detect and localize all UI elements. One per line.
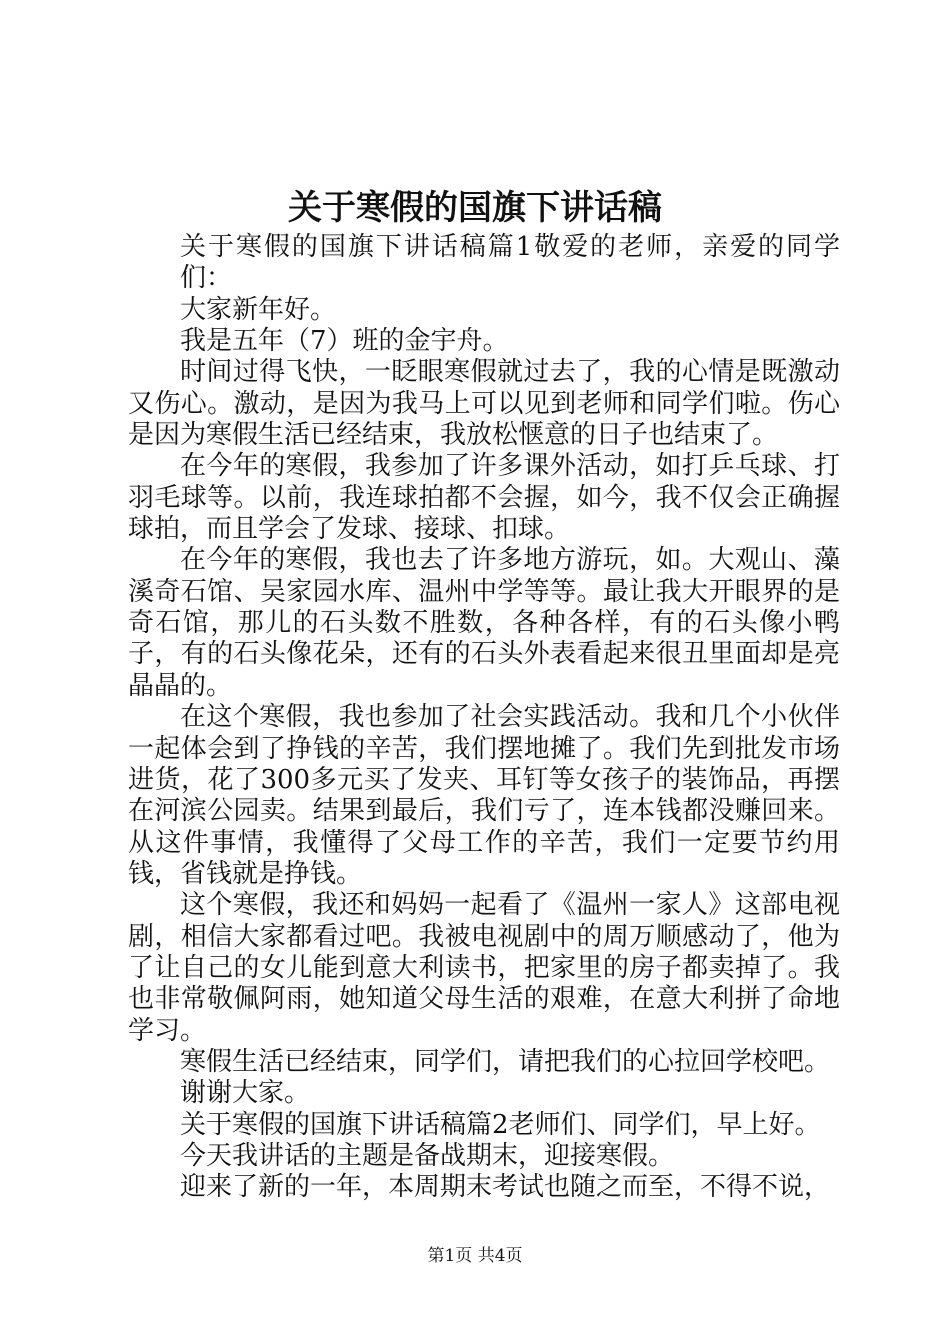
paragraph: 在今年的寒假，我也去了许多地方游玩，如。大观山、藻溪奇石馆、吴家园水库、温州中学等等。最让我大开眼界的是奇石馆，那儿的石头数不胜数，各种各样，有的石头像小鸭子，有的石头像花朵，还有的石头外表看起来很丑里面却是亮晶晶的。	[128, 545, 840, 701]
paragraph: 关于寒假的国旗下讲话稿篇1敬爱的老师，亲爱的同学们：	[180, 232, 840, 294]
document-body	[128, 232, 840, 1204]
paragraph: 我是五年（7）班的金宇舟。	[180, 326, 509, 357]
document-title: 关于寒假的国旗下讲话稿	[288, 188, 662, 228]
paragraph: 时间过得飞快，一眨眼寒假就过去了，我的心情是既激动又伤心。激动，是因为我马上可以见到老师和同学们啦。伤心是因为寒假生活已经结束，我放松惬意的日子也结束了。	[128, 357, 840, 451]
paragraph: 关于寒假的国旗下讲话稿篇2老师们、同学们，早上好。	[180, 1109, 821, 1140]
paragraph: 谢谢大家。	[180, 1078, 311, 1109]
paragraph: 在这个寒假，我也参加了社会实践活动。我和几个小伙伴一起体会到了挣钱的辛苦，我们摆地摊了。我们先到批发市场进货，花了300多元买了发夹、耳钉等女孩子的装饰品，再摆在河滨公园卖。结果到最后，我们亏了，连本钱都没赚回来。从这件事情，我懂得了父母工作的辛苦，我们一定要节约用钱，省钱就是挣钱。	[128, 702, 840, 889]
paragraph: 大家新年好。	[180, 294, 337, 325]
paragraph: 寒假生活已经结束，同学们，请把我们的心拉回学校吧。	[180, 1046, 831, 1077]
paragraph: 在今年的寒假，我参加了许多课外活动，如打乒乓球、打羽毛球等。以前，我连球拍都不会握，如今，我不仅会正确握球拍，而且学会了发球、接球、扣球。	[128, 451, 840, 545]
page-footer: 第1页 共4页	[427, 1246, 523, 1266]
paragraph: 今天我讲话的主题是备战期末，迎接寒假。	[180, 1140, 675, 1171]
paragraph: 这个寒假，我还和妈妈一起看了《温州一家人》这部电视剧，相信大家都看过吧。我被电视剧中的周万顺感动了，他为了让自己的女儿能到意大利读书，把家里的房子都卖掉了。我也非常敬佩阿雨，她知道父母生活的艰难，在意大利拼了命地学习。	[128, 890, 840, 1046]
paragraph: 迎来了新的一年，本周期末考试也随之而至，不得不说，	[180, 1172, 831, 1203]
